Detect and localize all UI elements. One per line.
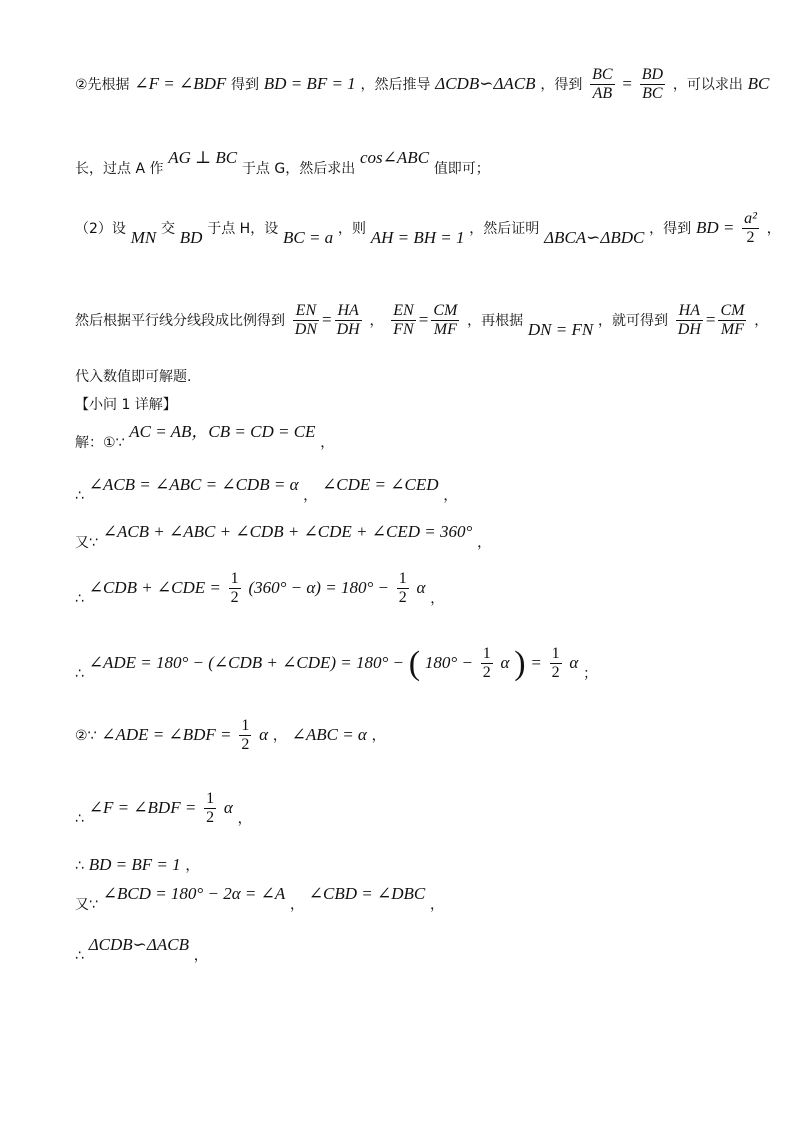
fraction: $\frac{EN}{DN}$ [294,302,318,339]
text: ，就可得到 [597,312,668,329]
math: ∠ABC = α [291,724,367,744]
fraction: $\frac{1}{2}$ [551,645,560,682]
math: ∠CBD = ∠DBC [308,884,426,903]
text: ， [754,312,769,329]
fraction: $\frac{1}{2}$ [230,570,239,607]
solution-line-7 [75,790,252,828]
solution-line-3 [75,522,492,551]
math: BC [747,73,770,93]
math: AH = BH = 1 [370,227,465,247]
fraction: $\frac{1}{2}$ [241,717,250,754]
section-heading-part-1: 【小问 1 详解】 [75,397,177,413]
text: ， [237,810,252,827]
math: = [622,73,632,93]
math: BD = BF = 1 [88,855,181,874]
math: 180° − [424,652,473,672]
fraction: $\frac{HA}{DH}$ [336,302,360,339]
text: ∴ [75,810,84,827]
text: ， [443,488,458,504]
fraction: $\frac{1}{2}$ [482,645,491,682]
text: 值即可； [433,161,490,177]
solution-line-9 [75,884,445,913]
solution-line-10 [75,935,208,964]
fraction: $\frac{HA}{DH}$ [677,302,701,339]
math: ∠F = ∠BDF = [88,797,197,817]
math: ∠F = ∠BDF [134,73,227,93]
text: ， [193,948,208,964]
math: α [569,652,579,672]
paren-close: ) [514,644,526,682]
fraction: $\frac{BC}{AB}$ [592,66,613,103]
text: ， [185,858,200,874]
text: ， [369,312,384,329]
text: ∴ [75,948,84,964]
math: α [416,577,426,597]
math: ∠BCD = 180° − 2α = ∠A [102,884,286,903]
text: ， [430,590,445,607]
math: BD [179,227,203,247]
math: DN = FN [527,319,594,339]
text: ， [290,897,304,913]
text: ∴ [75,488,84,504]
text: 于点 H，设 [207,220,279,237]
solution-line-2 [75,475,458,504]
math: α [259,724,269,744]
paragraph-substitute: 代入数值即可解题. [75,369,192,385]
paragraph-step-2-continued [75,148,490,177]
math: BC = a [282,227,334,247]
text: ，然后证明 [469,220,540,237]
text: ，可以求出 [672,76,743,93]
fraction: $\frac{BD}{BC}$ [641,66,664,103]
math: ΔBCA∽ΔBDC [544,227,645,247]
math: MN [130,227,157,247]
math: α [500,652,510,672]
text: 解：①∵ [75,435,125,451]
text: ，再根据 [467,312,524,329]
text: ，然后推导 [360,76,431,93]
math: BD = [695,217,735,237]
math: ΔCDB∽ΔACB [435,73,536,93]
text: ②先根据 [75,76,130,93]
text: ，得到 [649,220,692,237]
text: 又∵ [75,897,98,913]
solution-line-4 [75,570,444,608]
text: 长，过点 A 作 [75,161,164,177]
text: ∴ [75,590,84,607]
math: (360° − α) = 180° − [248,577,389,597]
fraction: $\frac{1}{2}$ [398,570,407,607]
text: ， [430,897,445,913]
text: 然后根据平行线分线段成比例得到 [75,312,285,329]
fraction: $\frac{1}{2}$ [206,790,215,827]
math: ∠ACB = ∠ABC = ∠CDB = α [88,475,299,494]
text: ， [371,727,386,744]
solution-line-1 [75,422,335,451]
solution-line-6 [75,717,386,755]
text: 于点 G，然后求出 [241,161,356,177]
text: ②∵ [75,727,97,744]
text: ； [583,665,598,682]
fraction: $\frac{\text{a²}}{2}$ [744,210,757,247]
text: ， [477,535,492,551]
fraction: $\frac{CM}{MF}$ [720,302,745,339]
paren-open: ( [408,644,421,682]
math: cos∠ABC [360,148,430,167]
solution-line-5 [75,645,597,683]
math: AG ⊥ BC [168,148,238,167]
text: ， [766,220,781,237]
text: ∴ [75,858,84,874]
fraction: $\frac{CM}{MF}$ [433,302,458,339]
text: 交 [160,220,175,237]
text: ， [303,488,318,504]
text: ∴ [75,665,84,682]
math: α [223,797,233,817]
solution-line-8 [75,855,199,875]
math: ∠ADE = 180° − (∠CDB + ∠CDE) = 180° − [88,652,405,672]
math: ΔCDB∽ΔACB [88,935,190,954]
math: = [530,652,542,672]
text: ，得到 [540,76,583,93]
math: ∠CDB + ∠CDE = [88,577,221,597]
text: 得到 [231,76,260,93]
paragraph-part-2-proportion: 然后根据平行线分线段成比例得到 $\frac{EN}{DN}$ = $\frac{HA}{DH}$ ， $\frac{EN}{FN}$ = $\frac{CM}{MF}$ ，再根据 DN = FN ，就可得到 $\frac{HA}{DH}$ = $\frac{CM}{MF}$ ， [75,302,769,339]
text: 又∵ [75,535,98,551]
math: AC = AB，CB = CD = CE [129,422,316,441]
paragraph-part-2-method [75,210,781,248]
text: ，则 [337,220,366,237]
math: ∠CDE = ∠CED [322,475,439,494]
text: ， [320,435,335,451]
math: ∠ADE = ∠BDF = [101,724,232,744]
math: ∠ACB + ∠ABC + ∠CDB + ∠CDE + ∠CED = 360° [102,522,473,541]
text: （2）设 [75,220,126,237]
math: BD = BF = 1 [263,73,356,93]
text: ， [272,727,287,744]
fraction: $\frac{EN}{FN}$ [393,302,414,339]
paragraph-step-2-method [75,66,769,104]
